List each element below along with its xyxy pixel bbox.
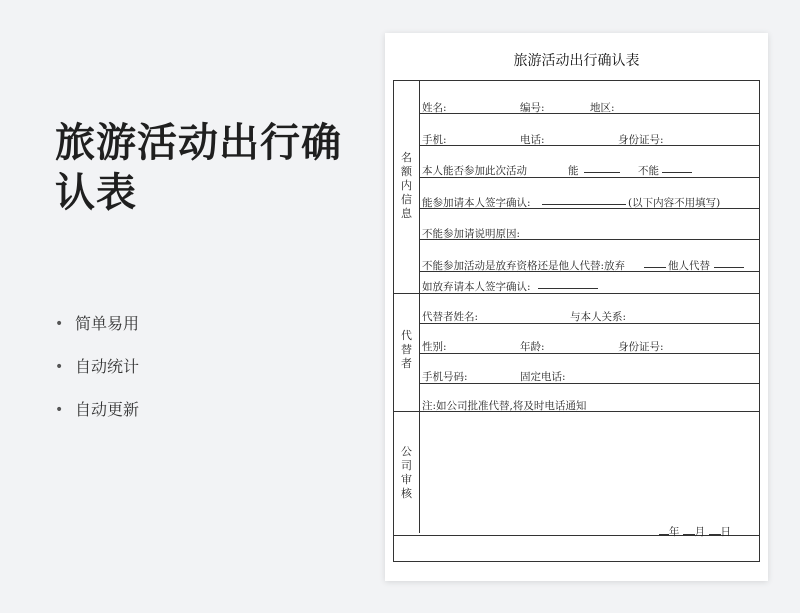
label-substitute-id: 身份证号:	[618, 341, 664, 353]
blank-month	[683, 524, 695, 535]
label-attendance-question: 本人能否参加此次活动	[422, 165, 527, 177]
label-year: 年	[668, 526, 680, 538]
section-label-review: 公司审核	[401, 445, 412, 500]
feature-item	[55, 355, 139, 398]
forfeit-signature-blank	[538, 278, 598, 289]
label-substitute-option: 他人代替	[668, 260, 710, 272]
label-forfeit: 不能参加活动是放弃资格还是他人代替:放弃	[422, 260, 626, 272]
blank-yes	[584, 162, 620, 173]
signature-blank	[542, 194, 626, 205]
label-gender: 性别:	[422, 341, 447, 353]
option-no: 不能	[638, 165, 659, 177]
blank-year	[659, 524, 669, 535]
label-mobile: 手机:	[422, 134, 447, 146]
review-date	[659, 524, 731, 539]
label-relationship: 与本人关系:	[570, 311, 627, 323]
feature-item	[55, 398, 139, 441]
label-forfeit-sign: 如放弃请本人签字确认:	[422, 281, 531, 293]
feature-list	[55, 312, 139, 441]
label-substitute-name: 代替者姓名:	[422, 311, 479, 323]
blank-no	[662, 162, 692, 173]
feature-label: 简单易用	[75, 314, 140, 333]
promo-title: 旅游活动出行确认表	[55, 120, 342, 216]
label-mobile-number: 手机号码:	[422, 371, 468, 383]
label-month: 月	[694, 526, 706, 538]
row-line	[419, 353, 759, 354]
blank-substitute	[714, 257, 744, 268]
document-title: 旅游活动出行确认表	[513, 53, 640, 69]
label-reason: 不能参加请说明原因:	[422, 228, 521, 240]
option-yes: 能	[568, 165, 579, 177]
label-region: 地区:	[590, 102, 615, 114]
note-approval: 注:如公司批准代替,将及时电话通知	[422, 400, 587, 412]
label-telephone: 电话:	[520, 134, 545, 146]
feature-label: 自动统计	[75, 357, 140, 376]
label-number: 编号:	[520, 102, 545, 114]
feature-label: 自动更新	[75, 400, 140, 419]
bullet-icon: •	[55, 402, 64, 418]
blank-forfeit	[644, 257, 666, 268]
section-label-quota: 名额内信息	[401, 151, 412, 220]
blank-day	[709, 524, 721, 535]
label-id-number: 身份证号:	[618, 134, 664, 146]
label-landline: 固定电话:	[520, 371, 566, 383]
row-line	[419, 383, 759, 384]
label-day: 日	[720, 526, 731, 538]
label-age: 年龄:	[520, 341, 545, 353]
note-no-fill: (以下内容不用填写)	[628, 197, 721, 209]
row-line	[419, 145, 759, 146]
section-divider	[419, 81, 420, 533]
label-sign-confirm: 能参加请本人签字确认:	[422, 197, 531, 209]
section-label-substitute: 代替者	[401, 329, 412, 370]
bullet-icon: •	[55, 359, 64, 375]
bullet-icon: •	[55, 316, 64, 332]
confirmation-form-table	[393, 80, 760, 562]
row-line	[419, 113, 759, 114]
feature-item	[55, 312, 139, 355]
label-name: 姓名:	[422, 102, 447, 114]
